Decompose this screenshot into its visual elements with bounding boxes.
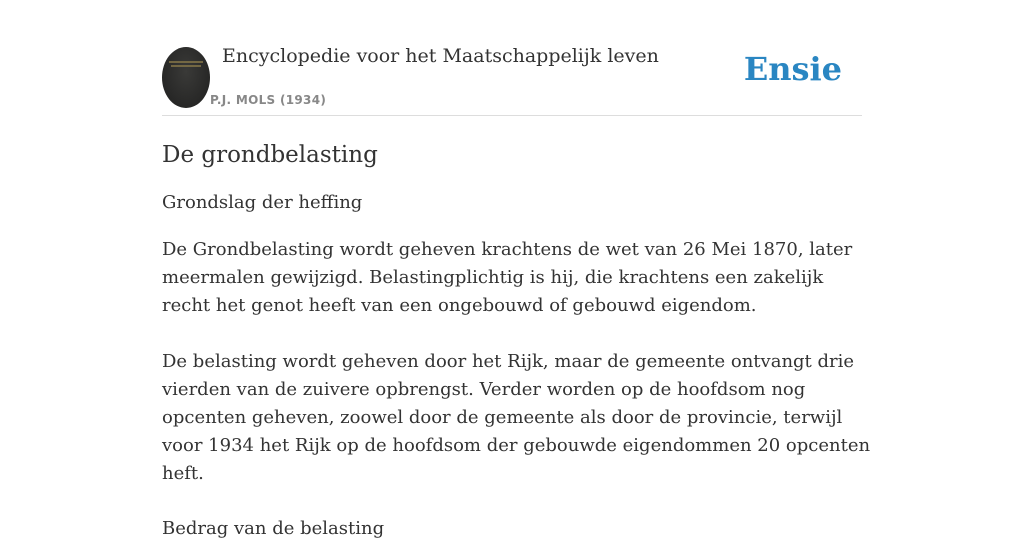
article-paragraph: De Grondbelasting wordt geheven krachtens de wet van 26 Mei 1870, later meermalen gewijzigd. Belastingplichtig is hij, die krachtens een zakelijk recht het genot heeft van een ongebouwd of gebouwd eigendom. [162,239,853,316]
book-author: P.J. MOLS (1934) [210,93,327,107]
cover-title-stripe [169,61,203,63]
cover-title-stripe [171,65,201,67]
article-paragraph: De belasting wordt geheven door het Rijk, maar de gemeente ontvangt drie vierden van de zuivere opbrengst. Verder worden op de hoofdsom nog opcenten geheven, zoowel door de gemeente als door de provincie, terwijl voor 1934 het Rijk op de hoofdsom der gebouwde eigendommen 20 opcenten heft. [162,351,871,484]
section-heading: Bedrag van de belasting [162,518,385,539]
book-title[interactable]: Encyclopedie voor het Maatschappelijk leven [222,45,659,67]
article-title: De grondbelasting [162,142,378,168]
header [162,38,862,116]
section-heading: Grondslag der heffing [162,192,363,213]
book-cover-image[interactable] [162,47,210,108]
site-logo[interactable]: Ensie [743,50,842,88]
article-content [162,140,872,542]
